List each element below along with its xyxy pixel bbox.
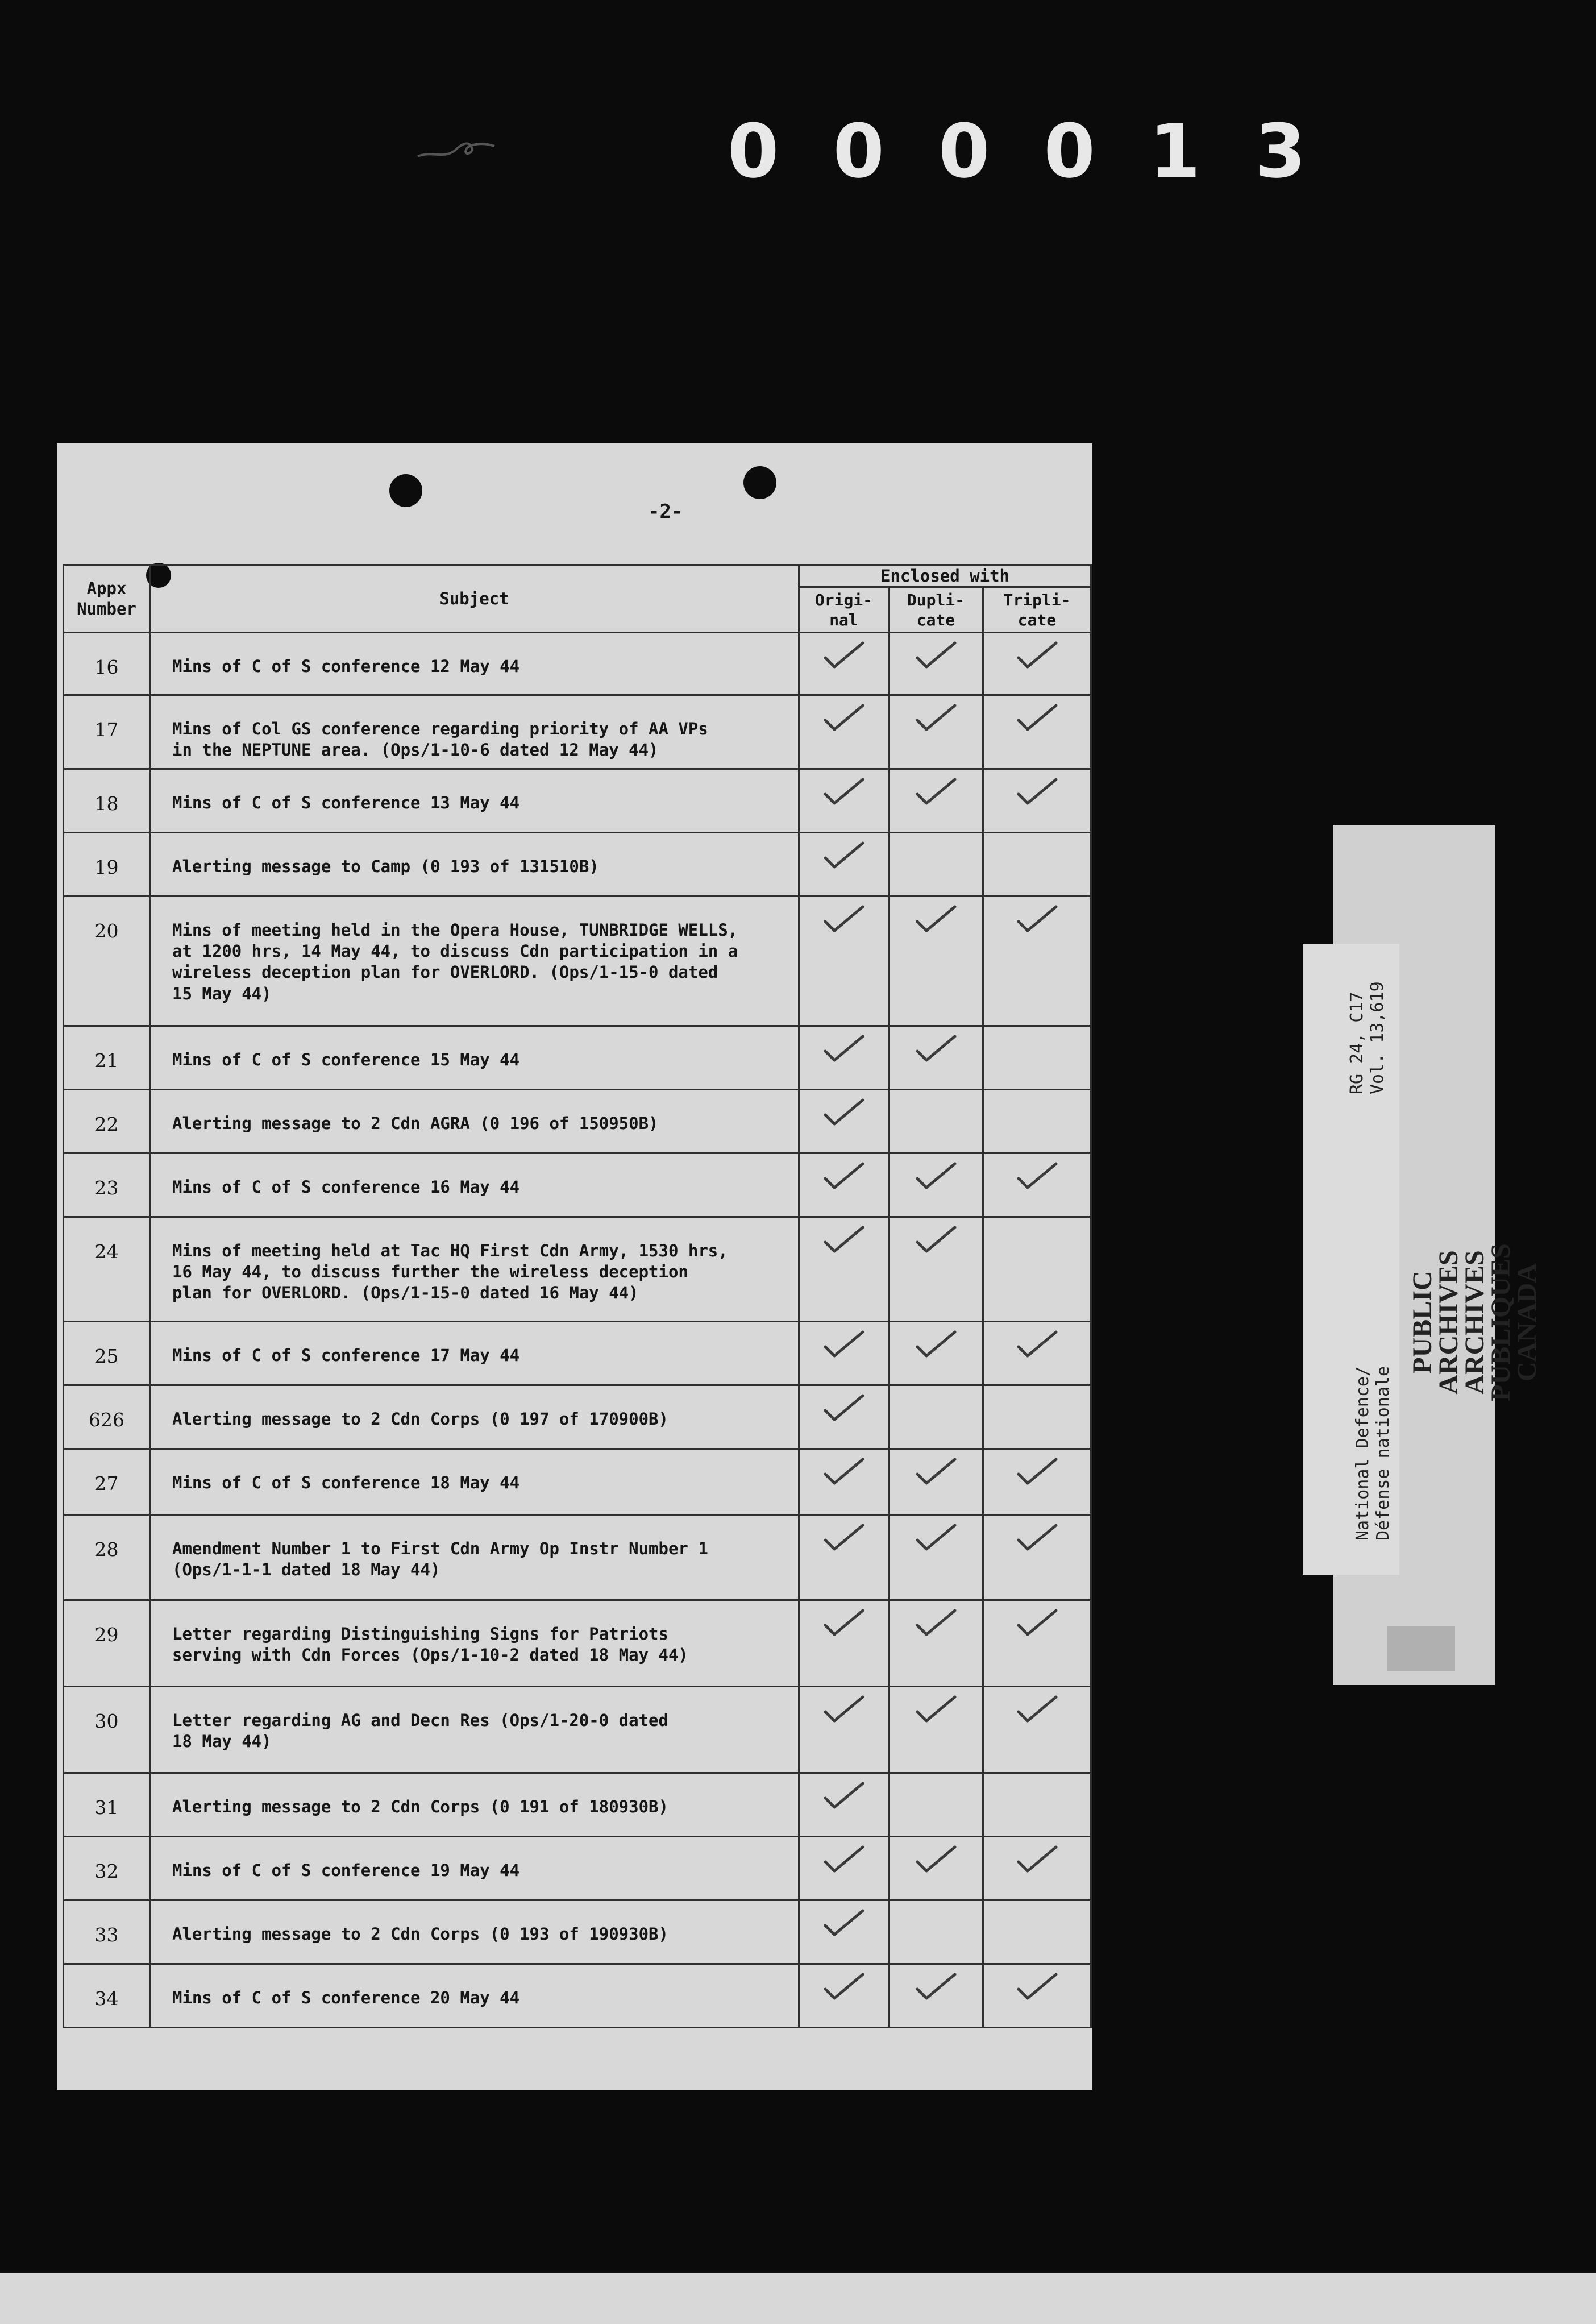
check-mark-icon — [800, 1330, 887, 1358]
subject-cell: Mins of meeting held at Tac HQ First Cdn Army, 1530 hrs, 16 May 44, to discuss further the wireless deception plan for OVERLORD. (Ops/1-15-0 dated 16 May 44) — [150, 1217, 799, 1322]
archives-canada-label: PUBLIC ARCHIVES ARCHIVES PUBLIQUES CANADA — [1407, 1243, 1542, 1401]
table-row — [64, 1837, 1091, 1900]
appendix-number: 24 — [64, 1217, 150, 1322]
triplicate-cell — [983, 833, 1091, 897]
triplicate-cell — [983, 769, 1091, 833]
triplicate-cell — [983, 1773, 1091, 1837]
subject-cell: Amendment Number 1 to First Cdn Army Op Instr Number 1 (Ops/1-1-1 dated 18 May 44) — [150, 1515, 799, 1600]
header-appx-number: Appx Number — [64, 565, 150, 633]
original-cell — [799, 1322, 889, 1385]
page-number: -2- — [648, 500, 683, 523]
check-mark-icon — [984, 1330, 1090, 1358]
duplicate-cell — [889, 1687, 983, 1773]
subject-cell: Alerting message to 2 Cdn Corps (0 197 of 170900B) — [150, 1385, 799, 1449]
appendix-number: 31 — [64, 1773, 150, 1837]
triplicate-cell — [983, 1449, 1091, 1515]
table-row — [64, 633, 1091, 695]
label-shadow — [1387, 1626, 1455, 1671]
check-mark-icon — [984, 777, 1090, 806]
reference-label: RG 24, C17 Vol. 13,619 — [1347, 981, 1387, 1094]
triplicate-cell — [983, 1837, 1091, 1900]
punch-hole-icon — [389, 474, 422, 507]
check-mark-icon — [890, 1845, 982, 1873]
department-label: National Defence/ Défense nationale — [1353, 1366, 1393, 1541]
check-mark-icon — [800, 1393, 887, 1422]
subject-cell: Mins of C of S conference 19 May 44 — [150, 1837, 799, 1900]
table-row — [64, 1515, 1091, 1600]
duplicate-cell — [889, 1837, 983, 1900]
triplicate-cell — [983, 1217, 1091, 1322]
appendix-number: 16 — [64, 633, 150, 695]
original-cell — [799, 1026, 889, 1090]
check-mark-icon — [800, 1695, 887, 1723]
check-mark-icon — [890, 777, 982, 806]
appendix-number: 19 — [64, 833, 150, 897]
appendix-number: 23 — [64, 1153, 150, 1217]
check-mark-icon — [984, 1523, 1090, 1551]
duplicate-cell — [889, 833, 983, 897]
table-row — [64, 1449, 1091, 1515]
appendix-table — [63, 564, 1092, 2028]
subject-cell: Letter regarding Distinguishing Signs for Patriots serving with Cdn Forces (Ops/1-10-2 dated 18 May 44) — [150, 1600, 799, 1687]
original-cell — [799, 1837, 889, 1900]
table-row — [64, 1217, 1091, 1322]
appendix-number: 30 — [64, 1687, 150, 1773]
table-row — [64, 897, 1091, 1026]
triplicate-cell — [983, 1090, 1091, 1153]
check-mark-icon — [800, 1034, 887, 1063]
check-mark-icon — [984, 1608, 1090, 1637]
check-mark-icon — [800, 1098, 887, 1126]
original-cell — [799, 1773, 889, 1837]
check-mark-icon — [800, 1908, 887, 1937]
check-mark-icon — [800, 777, 887, 806]
duplicate-cell — [889, 633, 983, 695]
duplicate-cell — [889, 897, 983, 1026]
frame-number: 000013 — [728, 108, 1360, 194]
triplicate-cell — [983, 695, 1091, 769]
subject-cell: Mins of C of S conference 18 May 44 — [150, 1449, 799, 1515]
check-mark-icon — [984, 641, 1090, 669]
check-mark-icon — [800, 1523, 887, 1551]
duplicate-cell — [889, 1026, 983, 1090]
subject-cell: Mins of C of S conference 16 May 44 — [150, 1153, 799, 1217]
triplicate-cell — [983, 897, 1091, 1026]
check-mark-icon — [800, 1608, 887, 1637]
appendix-number: 22 — [64, 1090, 150, 1153]
check-mark-icon — [800, 841, 887, 869]
original-cell — [799, 633, 889, 695]
appendix-number: 626 — [64, 1385, 150, 1449]
table-row — [64, 1322, 1091, 1385]
check-mark-icon — [890, 904, 982, 933]
duplicate-cell — [889, 1385, 983, 1449]
appendix-number: 25 — [64, 1322, 150, 1385]
subject-cell: Mins of C of S conference 20 May 44 — [150, 1964, 799, 2028]
table-row — [64, 1600, 1091, 1687]
check-mark-icon — [984, 1161, 1090, 1190]
subject-cell: Mins of Col GS conference regarding priority of AA VPs in the NEPTUNE area. (Ops/1-10-6 dated 12 May 44) — [150, 695, 799, 769]
triplicate-cell — [983, 1385, 1091, 1449]
check-mark-icon — [800, 1457, 887, 1485]
triplicate-cell — [983, 633, 1091, 695]
check-mark-icon — [984, 1695, 1090, 1723]
check-mark-icon — [984, 904, 1090, 933]
pencil-mark-icon — [415, 134, 506, 168]
duplicate-cell — [889, 1515, 983, 1600]
duplicate-cell — [889, 1900, 983, 1964]
triplicate-cell — [983, 1900, 1091, 1964]
check-mark-icon — [800, 1845, 887, 1873]
triplicate-cell — [983, 1153, 1091, 1217]
duplicate-cell — [889, 1153, 983, 1217]
document-page — [57, 443, 1092, 2090]
table-row — [64, 1153, 1091, 1217]
appendix-number: 29 — [64, 1600, 150, 1687]
original-cell — [799, 1449, 889, 1515]
table-row — [64, 833, 1091, 897]
duplicate-cell — [889, 1322, 983, 1385]
original-cell — [799, 1090, 889, 1153]
check-mark-icon — [800, 1972, 887, 2001]
appendix-number: 27 — [64, 1449, 150, 1515]
duplicate-cell — [889, 1773, 983, 1837]
duplicate-cell — [889, 1217, 983, 1322]
appendix-number: 17 — [64, 695, 150, 769]
appendix-number: 33 — [64, 1900, 150, 1964]
triplicate-cell — [983, 1322, 1091, 1385]
appendix-number: 18 — [64, 769, 150, 833]
original-cell — [799, 1217, 889, 1322]
header-original: Origi- nal — [799, 587, 889, 633]
check-mark-icon — [984, 703, 1090, 732]
check-mark-icon — [984, 1457, 1090, 1485]
table-row — [64, 1687, 1091, 1773]
original-cell — [799, 833, 889, 897]
header-triplicate: Tripli- cate — [983, 587, 1091, 633]
check-mark-icon — [890, 1695, 982, 1723]
check-mark-icon — [890, 641, 982, 669]
subject-cell: Mins of C of S conference 17 May 44 — [150, 1322, 799, 1385]
punch-hole-icon — [743, 466, 776, 499]
duplicate-cell — [889, 769, 983, 833]
check-mark-icon — [890, 1457, 982, 1485]
triplicate-cell — [983, 1964, 1091, 2028]
original-cell — [799, 1687, 889, 1773]
check-mark-icon — [800, 641, 887, 669]
table-row — [64, 1773, 1091, 1837]
original-cell — [799, 1515, 889, 1600]
subject-cell: Mins of C of S conference 13 May 44 — [150, 769, 799, 833]
table-row — [64, 1900, 1091, 1964]
check-mark-icon — [984, 1972, 1090, 2001]
subject-cell: Mins of C of S conference 15 May 44 — [150, 1026, 799, 1090]
subject-cell: Mins of meeting held in the Opera House, TUNBRIDGE WELLS, at 1200 hrs, 14 May 44, to discuss Cdn participation in a wireless deception plan for OVERLORD. (Ops/1-15-0 dated 15 May 44) — [150, 897, 799, 1026]
table-row — [64, 1026, 1091, 1090]
subject-cell: Mins of C of S conference 12 May 44 — [150, 633, 799, 695]
film-edge — [0, 2273, 1596, 2324]
subject-cell: Alerting message to 2 Cdn Corps (0 193 of 190930B) — [150, 1900, 799, 1964]
appendix-number: 34 — [64, 1964, 150, 2028]
original-cell — [799, 769, 889, 833]
original-cell — [799, 1385, 889, 1449]
duplicate-cell — [889, 1964, 983, 2028]
triplicate-cell — [983, 1687, 1091, 1773]
check-mark-icon — [890, 1523, 982, 1551]
table-row — [64, 1964, 1091, 2028]
check-mark-icon — [890, 1034, 982, 1063]
appendix-number: 28 — [64, 1515, 150, 1600]
triplicate-cell — [983, 1026, 1091, 1090]
check-mark-icon — [890, 1161, 982, 1190]
original-cell — [799, 897, 889, 1026]
table-row — [64, 769, 1091, 833]
check-mark-icon — [800, 1781, 887, 1810]
subject-cell: Alerting message to 2 Cdn Corps (0 191 of 180930B) — [150, 1773, 799, 1837]
duplicate-cell — [889, 1600, 983, 1687]
subject-cell: Alerting message to Camp (0 193 of 131510B) — [150, 833, 799, 897]
header-duplicate: Dupli- cate — [889, 587, 983, 633]
original-cell — [799, 1900, 889, 1964]
check-mark-icon — [890, 1972, 982, 2001]
check-mark-icon — [890, 703, 982, 732]
check-mark-icon — [984, 1845, 1090, 1873]
original-cell — [799, 1600, 889, 1687]
duplicate-cell — [889, 695, 983, 769]
check-mark-icon — [800, 703, 887, 732]
check-mark-icon — [800, 1161, 887, 1190]
original-cell — [799, 695, 889, 769]
duplicate-cell — [889, 1449, 983, 1515]
subject-cell: Letter regarding AG and Decn Res (Ops/1-20-0 dated 18 May 44) — [150, 1687, 799, 1773]
table-row — [64, 1385, 1091, 1449]
check-mark-icon — [800, 904, 887, 933]
check-mark-icon — [890, 1225, 982, 1254]
appendix-number: 20 — [64, 897, 150, 1026]
duplicate-cell — [889, 1090, 983, 1153]
table-row — [64, 695, 1091, 769]
appendix-number: 32 — [64, 1837, 150, 1900]
original-cell — [799, 1964, 889, 2028]
subject-cell: Alerting message to 2 Cdn AGRA (0 196 of 150950B) — [150, 1090, 799, 1153]
table-row — [64, 1090, 1091, 1153]
check-mark-icon — [890, 1608, 982, 1637]
check-mark-icon — [800, 1225, 887, 1254]
check-mark-icon — [890, 1330, 982, 1358]
original-cell — [799, 1153, 889, 1217]
header-enclosed-with: Enclosed with — [799, 565, 1091, 587]
header-subject: Subject — [150, 565, 799, 633]
triplicate-cell — [983, 1515, 1091, 1600]
appendix-number: 21 — [64, 1026, 150, 1090]
triplicate-cell — [983, 1600, 1091, 1687]
